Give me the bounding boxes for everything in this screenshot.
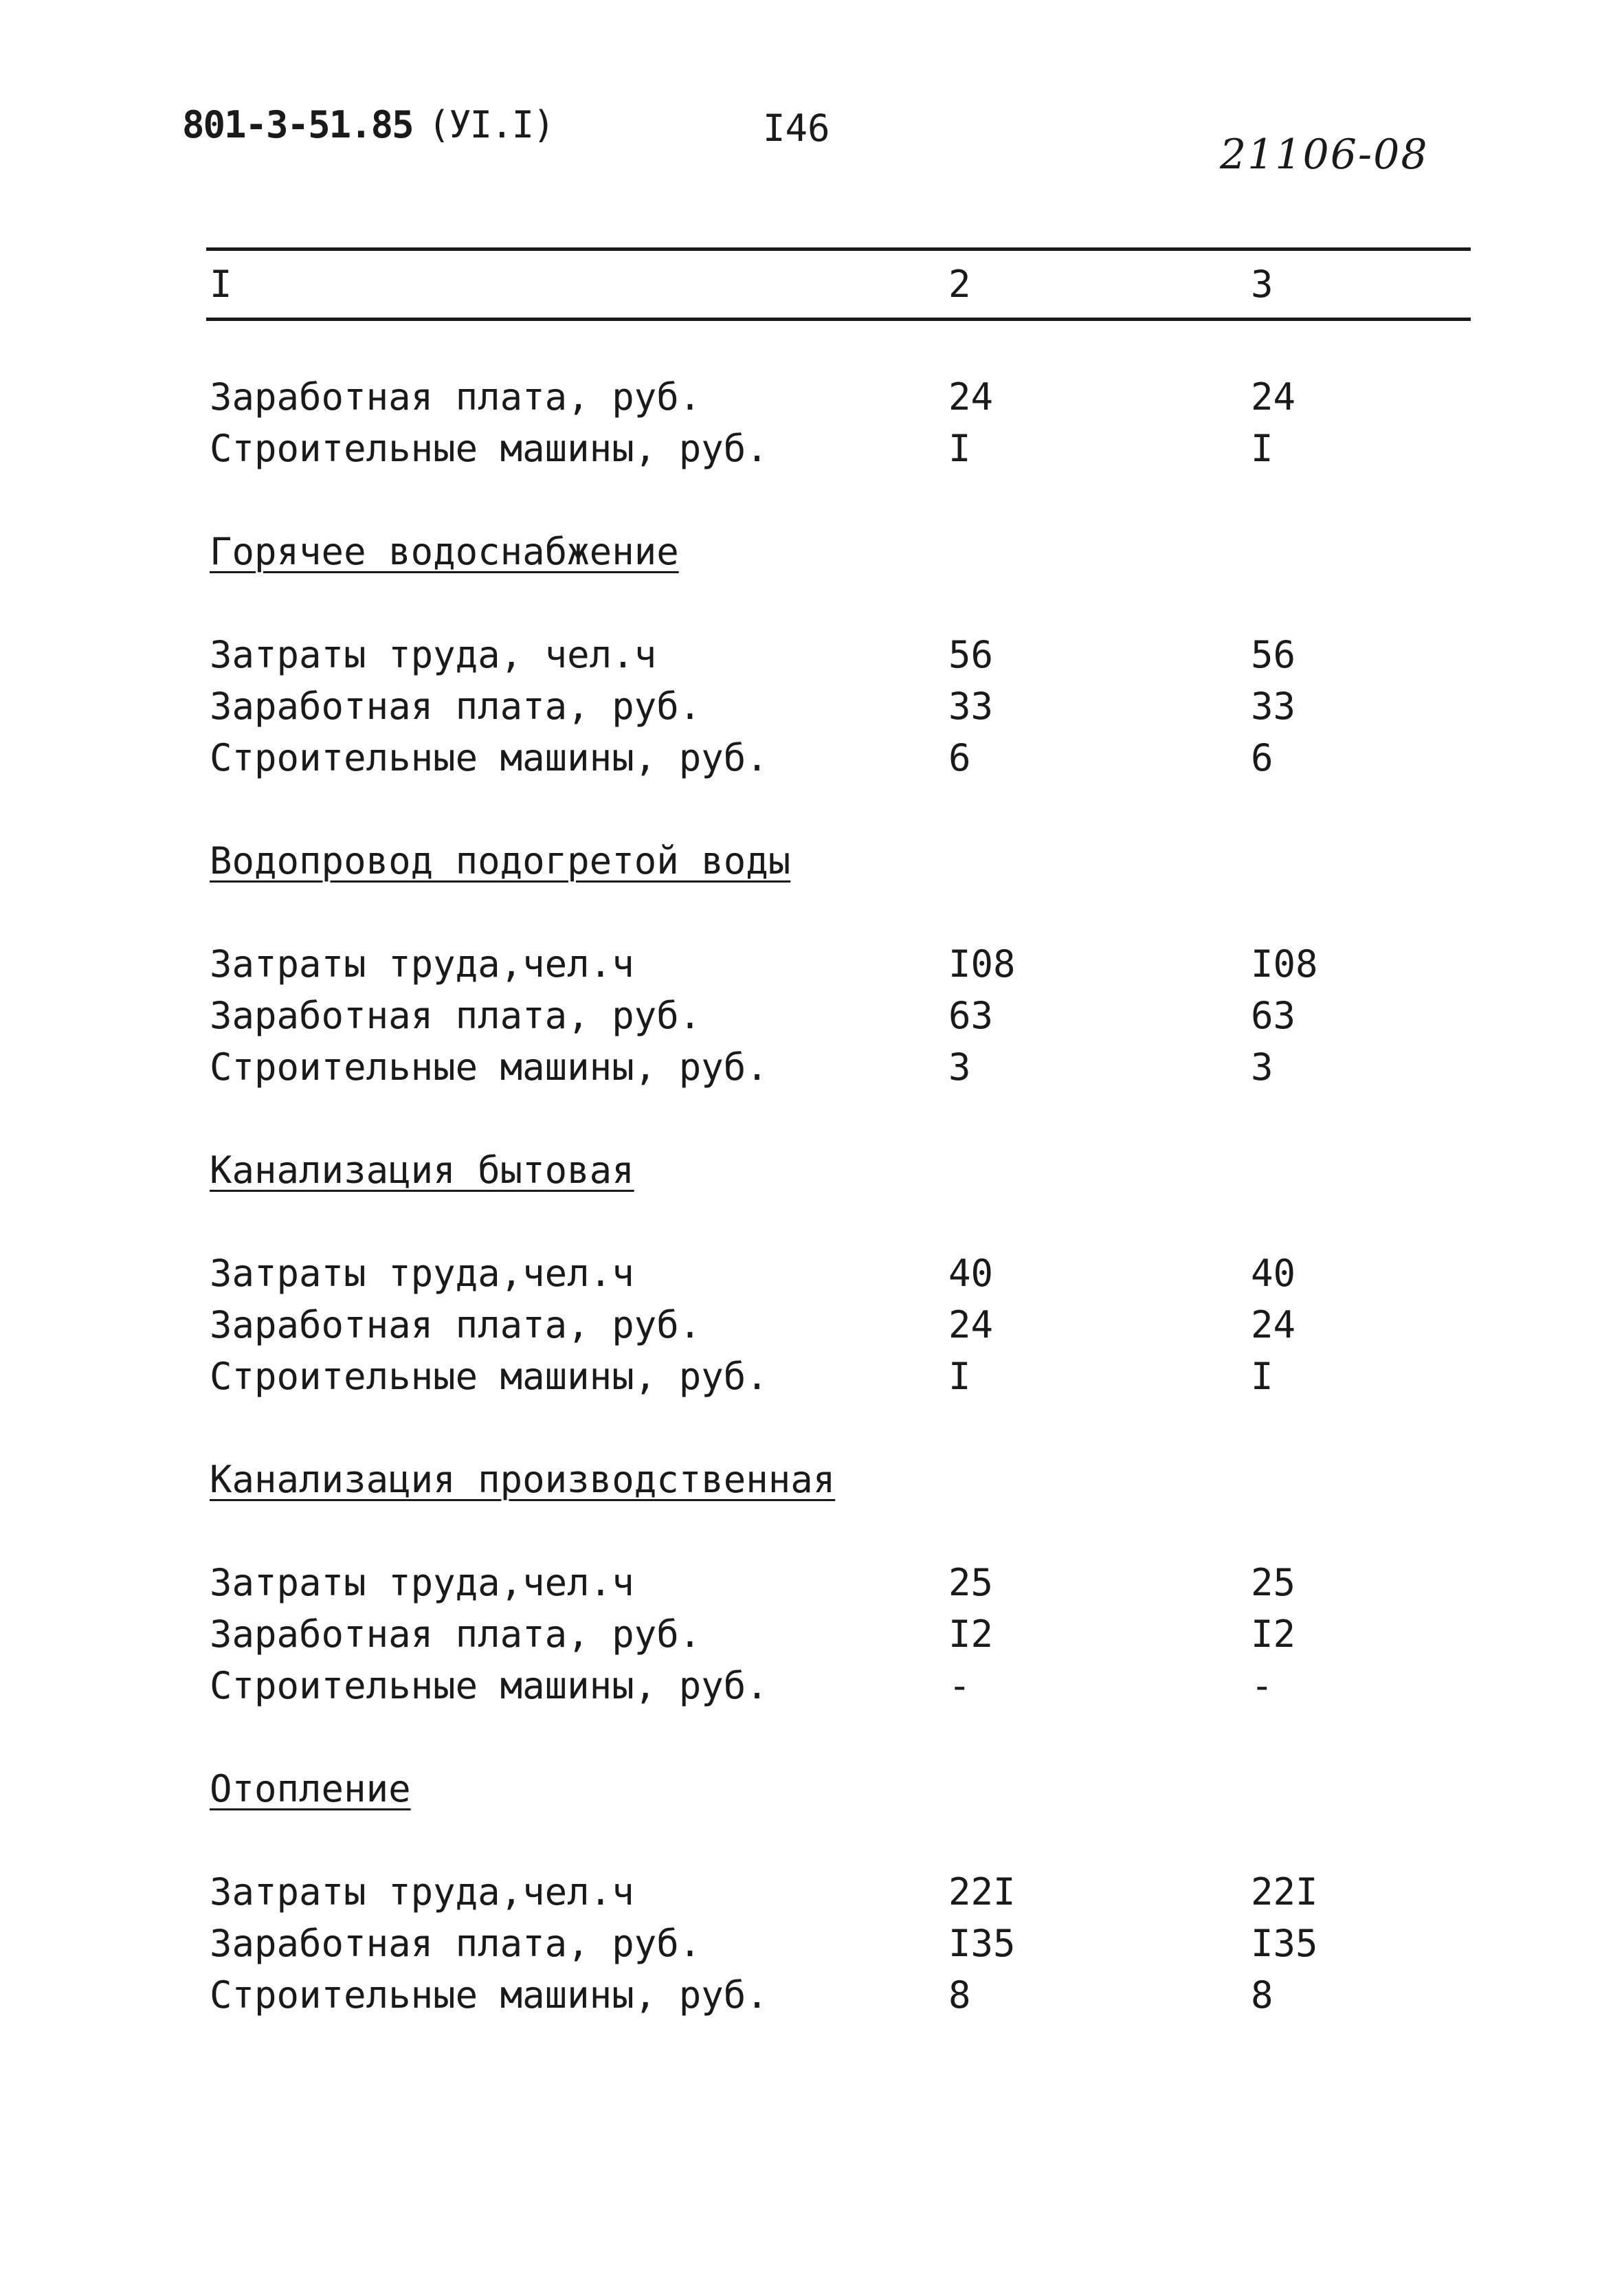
row-value-col3: 24 (1251, 1303, 1296, 1346)
row-value-col2: I35 (948, 1922, 1016, 1965)
archive-number: 21106-08 (1220, 131, 1429, 179)
table-header-rule (206, 318, 1471, 321)
row-value-col2: 25 (948, 1561, 994, 1604)
document-code (182, 103, 554, 146)
row-value-col2: I08 (948, 942, 1016, 986)
table-row (210, 938, 1467, 990)
row-value-col2: 56 (948, 633, 994, 676)
row-label: Строительные машины, руб. (210, 1045, 768, 1089)
row-label: Затраты труда,чел.ч (210, 1561, 634, 1604)
section-industrial-sewage (210, 1454, 1467, 1711)
row-value-col3: 40 (1251, 1252, 1296, 1295)
row-value-col3: 25 (1251, 1561, 1296, 1604)
row-value-col3: 8 (1251, 1973, 1273, 2017)
row-value-col2: 24 (948, 1303, 994, 1346)
row-value-col2: 6 (948, 736, 971, 779)
row-value-col2: 40 (948, 1252, 994, 1295)
row-label: Затраты труда,чел.ч (210, 1870, 634, 1914)
row-value-col3: - (1251, 1664, 1273, 1707)
row-label: Заработная плата, руб. (210, 994, 702, 1037)
table-row (210, 423, 1467, 474)
row-value-col3: 33 (1251, 685, 1296, 728)
row-value-col3: 56 (1251, 633, 1296, 676)
row-label: Заработная плата, руб. (210, 1303, 702, 1346)
section-title (210, 835, 1467, 887)
table-row (210, 1918, 1467, 1969)
section-title-text: Канализация бытовая (210, 1149, 634, 1192)
row-label: Строительные машины, руб. (210, 1355, 768, 1398)
section-hot-water (210, 526, 1467, 784)
row-value-col2: 3 (948, 1045, 971, 1089)
row-label: Строительные машины, руб. (210, 427, 768, 470)
row-value-col3: I (1251, 427, 1273, 470)
document-part: (УI.I) (427, 103, 554, 146)
section-domestic-sewage (210, 1144, 1467, 1402)
row-value-col3: I08 (1251, 942, 1318, 986)
row-value-col2: - (948, 1664, 971, 1707)
section-title-text: Канализация производственная (210, 1458, 836, 1501)
row-value-col2: 8 (948, 1973, 971, 2017)
table-row (210, 1248, 1467, 1299)
column-header-1: I (210, 263, 232, 306)
row-value-col2: I (948, 1355, 971, 1398)
row-label: Заработная плата, руб. (210, 1922, 702, 1965)
row-label: Затраты труда,чел.ч (210, 1252, 634, 1295)
page-number: I46 (763, 107, 830, 150)
table-row (210, 1866, 1467, 1918)
table-row (210, 1608, 1467, 1660)
table-row (210, 732, 1467, 784)
column-header-2: 2 (948, 263, 971, 306)
row-label: Заработная плата, руб. (210, 1612, 702, 1656)
table-row (210, 1969, 1467, 2021)
row-value-col2: 63 (948, 994, 994, 1037)
row-value-col2: I (948, 427, 971, 470)
row-label: Строительные машины, руб. (210, 1664, 768, 1707)
document-code-number: 801-3-51.85 (182, 103, 413, 146)
intro-rows (210, 371, 1467, 474)
table-row (210, 1660, 1467, 1711)
row-label: Затраты труда,чел.ч (210, 942, 634, 986)
table-row (210, 1041, 1467, 1093)
row-label: Заработная плата, руб. (210, 375, 702, 419)
section-title (210, 1454, 1467, 1505)
row-value-col2: 24 (948, 375, 994, 419)
row-value-col3: 63 (1251, 994, 1296, 1037)
section-title (210, 1763, 1467, 1815)
row-value-col2: I2 (948, 1612, 994, 1656)
row-value-col3: I2 (1251, 1612, 1296, 1656)
row-label: Заработная плата, руб. (210, 685, 702, 728)
section-title-text: Отопление (210, 1767, 411, 1810)
table-row (210, 1351, 1467, 1402)
row-value-col3: I35 (1251, 1922, 1318, 1965)
section-title (210, 526, 1467, 577)
column-header-3: 3 (1251, 263, 1273, 306)
row-value-col2: 22I (948, 1870, 1016, 1914)
row-value-col2: 33 (948, 685, 994, 728)
table-row (210, 371, 1467, 423)
table-row (210, 1557, 1467, 1608)
row-value-col3: 3 (1251, 1045, 1273, 1089)
row-label: Строительные машины, руб. (210, 736, 768, 779)
table-row (210, 680, 1467, 732)
section-title-text: Водопровод подогретой воды (210, 839, 791, 883)
row-value-col3: 24 (1251, 375, 1296, 419)
table-row (210, 1299, 1467, 1351)
table-top-rule (206, 247, 1471, 251)
row-value-col3: I (1251, 1355, 1273, 1398)
table-row (210, 990, 1467, 1041)
row-value-col3: 6 (1251, 736, 1273, 779)
section-heated-water-supply (210, 835, 1467, 1093)
table-body (210, 371, 1467, 2021)
section-title-text: Горячее водоснабжение (210, 530, 679, 573)
section-title (210, 1144, 1467, 1196)
table-row (210, 629, 1467, 680)
row-label: Строительные машины, руб. (210, 1973, 768, 2017)
row-value-col3: 22I (1251, 1870, 1318, 1914)
section-heating (210, 1763, 1467, 2021)
row-label: Затраты труда, чел.ч (210, 633, 657, 676)
